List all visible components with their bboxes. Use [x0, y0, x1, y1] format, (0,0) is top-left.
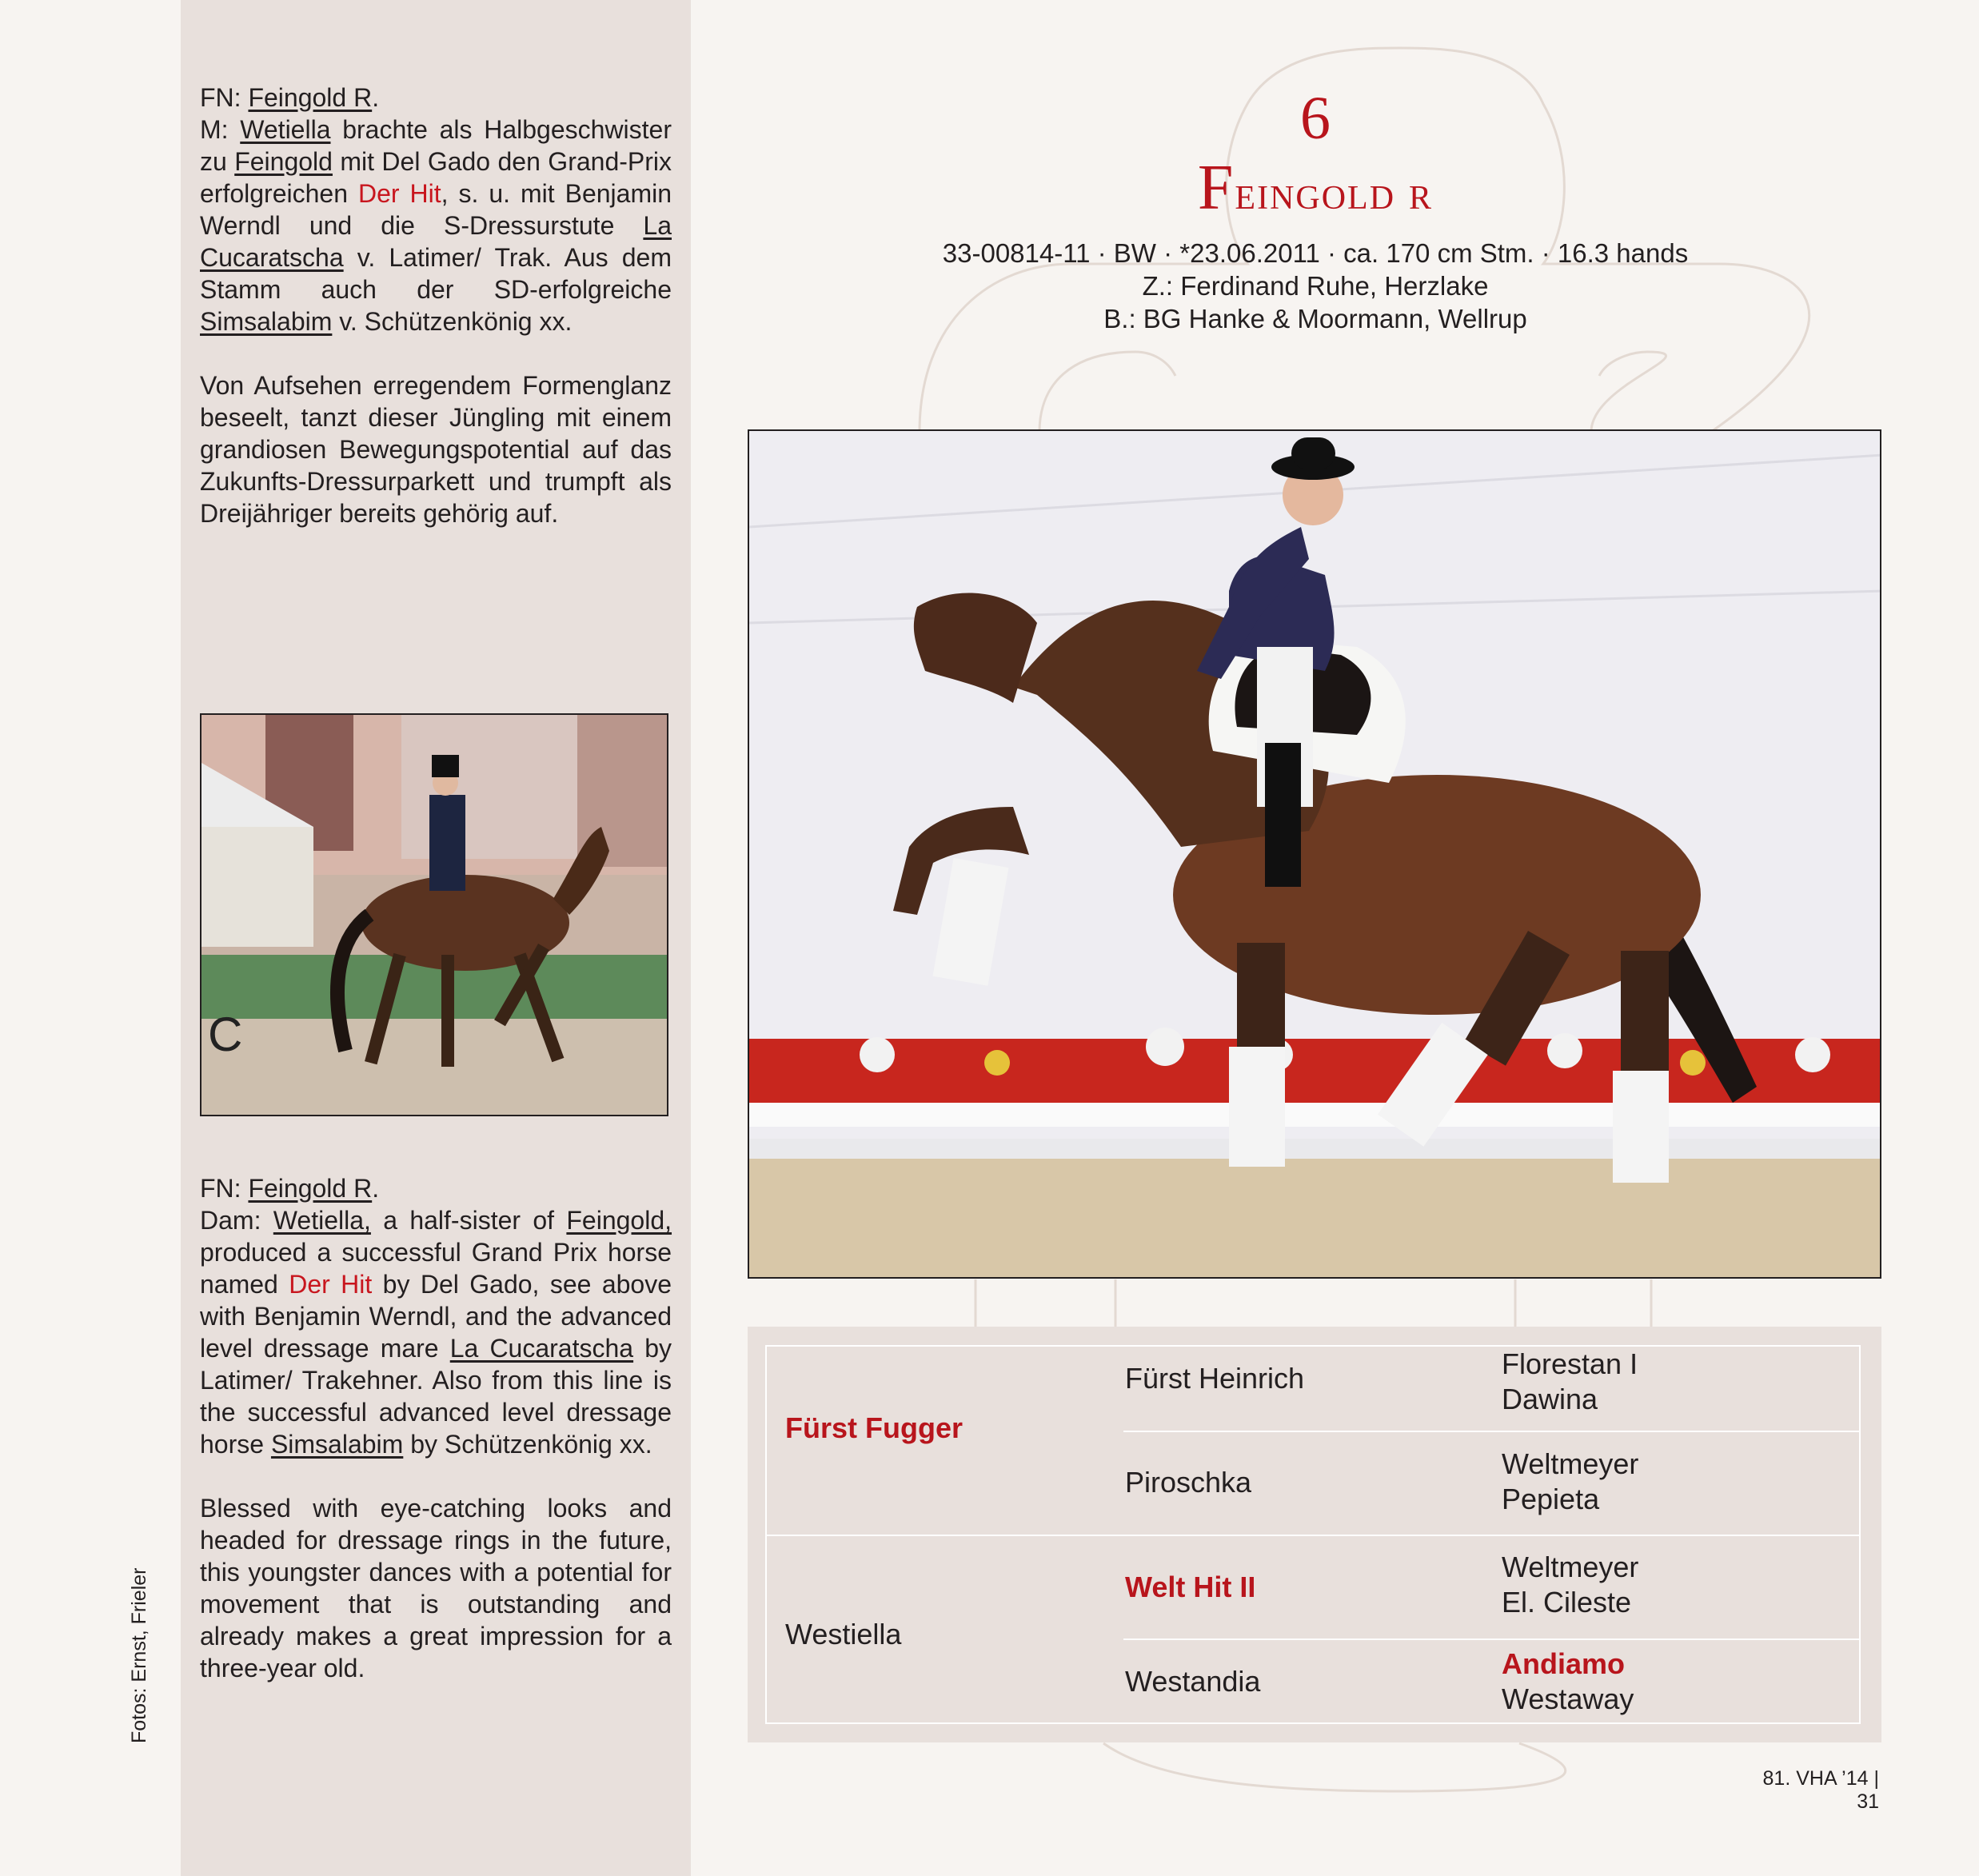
pedigree-sire: Fürst Fugger	[785, 1411, 963, 1444]
pedigree-dam-dam: Westandia	[1125, 1665, 1261, 1698]
linked-horse-name: Simsalabim	[200, 307, 333, 336]
english-paragraph-2: Blessed with eye-catching looks and headed for dressage rings in the future, this youngster dances with a potential for movement that is outstanding and already makes a great impression for a three-year old.	[200, 1494, 672, 1682]
pedigree-g3-3b: El. Cileste	[1502, 1586, 1632, 1619]
pedigree-g3-3a: Weltmeyer	[1502, 1551, 1639, 1583]
english-description	[200, 1172, 672, 1716]
pedigree-divider-main	[767, 1535, 1859, 1536]
main-photo-horse-rider	[748, 429, 1881, 1279]
german-paragraph-2: Von Aufsehen erregendem Formenglanz beseelt, tanzt dieser Jüngling mit einem grandiosen Bewegungspotential auf das Zukunfts-Dressurparkett und trumpft als Dreijähriger bereits gehörig auf.	[200, 371, 672, 528]
pedigree-dam-sire: Welt Hit II	[1125, 1571, 1256, 1603]
page-number: 81. VHA ’14 | 31	[1762, 1767, 1879, 1813]
pedigree-divider-lower	[1123, 1639, 1859, 1640]
registration-line: 33-00814-11 · BW · *23.06.2011 · ca. 170 cm Stm. · 16.3 hands	[942, 238, 1689, 268]
pedigree-g3-2b: Pepieta	[1502, 1483, 1600, 1515]
horse-name-initial: F	[1197, 153, 1235, 223]
pedigree-g3-4	[1502, 1646, 1634, 1717]
photo-credit: Fotos: Ernst, Frieler	[128, 1567, 150, 1743]
linked-horse-name: La Cucaratscha	[449, 1334, 634, 1363]
linked-horse-name: Wetiella,	[273, 1206, 371, 1235]
pedigree-g3-1	[1502, 1347, 1638, 1417]
highlighted-horse-name: Der Hit	[289, 1270, 373, 1299]
horse-name	[1039, 152, 1591, 225]
linked-horse-name: Feingold R	[248, 1174, 373, 1203]
breeder-line: Z.: Ferdinand Ruhe, Herzlake	[1142, 271, 1489, 301]
linked-horse-name: Feingold,	[566, 1206, 672, 1235]
linked-horse-name: La Cucaratscha	[200, 211, 672, 272]
owner-line: B.: BG Hanke & Moormann, Wellrup	[1103, 304, 1527, 333]
pedigree-dam: Westiella	[785, 1618, 902, 1650]
pedigree-g3-4b: Westaway	[1502, 1682, 1634, 1715]
linked-horse-name: Feingold	[234, 147, 333, 176]
pedigree-g3-2	[1502, 1447, 1638, 1517]
german-description	[200, 82, 672, 561]
linked-horse-name: Feingold R	[248, 83, 373, 112]
horse-name-suffix: r	[1409, 166, 1434, 219]
linked-horse-name: Wetiella	[240, 115, 331, 144]
pedigree-divider-upper	[1123, 1431, 1859, 1432]
side-photo-dressage	[200, 713, 668, 1116]
pedigree-g3-3	[1502, 1550, 1638, 1620]
horse-name-rest: eingold	[1235, 166, 1396, 219]
german-paragraph-1: FN: Feingold R. M: Wetiella brachte als Halbgeschwister zu Feingold mit Del Gado den Grand-Prix erfolgreichen Der Hit, s. u. mit Benjamin Werndl und die S-Dressurstute La Cucaratscha v. Latimer/ Trak. Aus dem Stamm auch der SD-erfolgreiche Simsalabim v. Schützenkönig xx.	[200, 83, 672, 336]
pedigree-sire-dam: Piroschka	[1125, 1466, 1252, 1499]
pedigree-g3-1a: Florestan I	[1502, 1347, 1638, 1380]
linked-horse-name: Simsalabim	[270, 1430, 404, 1459]
horse-info	[912, 237, 1719, 335]
pedigree-g3-4a: Andiamo	[1502, 1647, 1626, 1680]
svg-text:C: C	[208, 1008, 243, 1061]
pedigree-g3-2a: Weltmeyer	[1502, 1447, 1639, 1480]
highlighted-horse-name: Der Hit	[357, 179, 441, 208]
english-paragraph-1: FN: Feingold R. Dam: Wetiella, a half-sister of Feingold, produced a successful Grand Prix horse named Der Hit by Del Gado, see above with Benjamin Werndl, and the advanced level dressage mare La Cucaratscha by Latimer/ Trakehner. Also from this line is the successful advanced level dressage horse Simsalabim by Schützenkönig xx.	[200, 1174, 672, 1459]
catalog-number: 6	[1300, 85, 1331, 152]
pedigree-g3-1b: Dawina	[1502, 1383, 1598, 1415]
pedigree-sire-sire: Fürst Heinrich	[1125, 1362, 1305, 1395]
